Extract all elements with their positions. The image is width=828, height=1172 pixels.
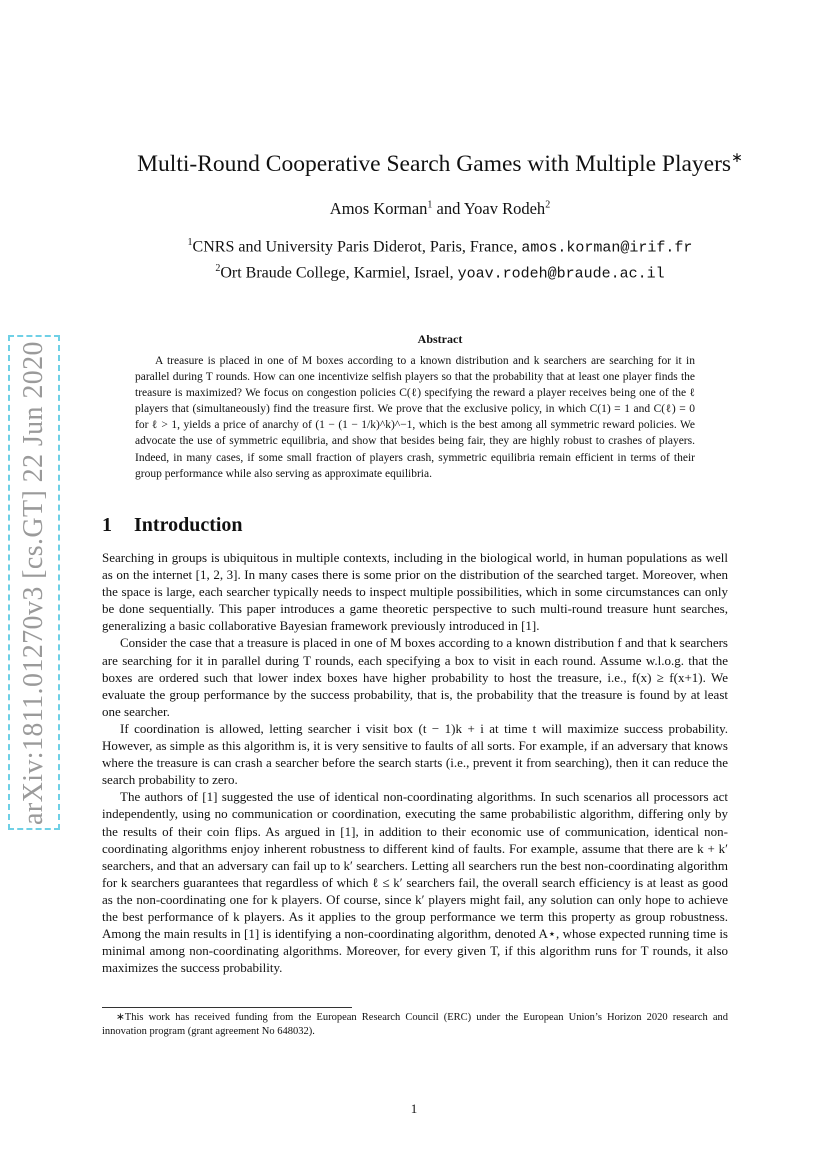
author-affiliation-mark: 2 [545,199,551,211]
affiliations [90,232,790,285]
affiliation-text: Ort Braude College, Karmiel, Israel, [220,264,458,282]
affiliation-line [90,258,790,284]
section-number: 1 [102,514,112,536]
section-title: Introduction [134,514,243,536]
affiliation-mark: 2 [215,263,221,275]
body-paragraph: Searching in groups is ubiquitous in multiple contexts, including in the biological world, in human populations as well as on the internet [1, 2, 3]. In many cases there is some prior on the distribution of the searched target. Moreover, when the space is large, each searcher typically needs to inspect multiple possibilities, which in some circumstances can only be done sequentially. This paper introduces a game theoretic perspective to such multi-round treasure hunt searches, generalizing a basic collaborative Bayesian framework previously introduced in [1]. [102,550,728,634]
footnote-divider [102,1007,352,1008]
body-paragraph: The authors of [1] suggested the use of identical non-coordinating algorithms. In such scenarios all processors act independently, using no communication or coordination, executing the same probabilistic algorithm, differing only by the results of their coin flips. As argued in [1], in addition to their economic use of communication, identical non-coordinating algorithms enjoy inherent robustness to different kind of faults. For example, assume that there are k + k′ searchers, and that an adversary can fail up to k′ searchers. Letting all searchers run the best non-coordinating algorithm for k searchers guarantees that regardless of which ℓ ≤ k′ searchers fail, the overall search efficiency is at least as good as the non-coordinating one for k players. Of course, since k′ players might fail, any solution can only hope to achieve the best performance of k players. As it applies to the group performance we term this property as group robustness. Among the main results in [1] is identifying a non-coordinating algorithm, denoted A⋆, whose expected running time is minimal among non-coordinating algorithms. Moreover, for every given T, if this algorithm runs for T rounds, it also maximizes the success probability. [102,789,728,976]
abstract-text: A treasure is placed in one of M boxes according to a known distribution and k searchers are searching for it in parallel during T rounds. How can one incentivize selfish players so that the probability that at least one player finds the treasure is maximized? We focus on congestion policies C(ℓ) specifying the reward a player receives being one of the ℓ players that (simultaneously) find the treasure first. We prove that the exclusive policy, in which C(1) = 1 and C(ℓ) = 0 for ℓ > 1, yields a price of anarchy of (1 − (1 − 1/k)^k)^−1, which is the best among all symmetric reward policies. We advocate the use of symmetric equilibria, and show that besides being fair, they are highly robust to crashes of players. Indeed, in many cases, if some small fraction of players crash, symmetric equilibria remain efficient in terms of their group performance while also serving as approximate equilibria. [135,355,695,480]
section-heading [102,514,243,537]
author-name: Amos Korman [329,199,428,218]
affiliation-line [90,232,790,258]
author-name: Yoav Rodeh [463,199,546,218]
affiliation-mark: 1 [187,237,193,248]
author-email[interactable]: amos.korman@irif.fr [521,239,693,257]
body-paragraph: Consider the case that a treasure is placed in one of M boxes according to a known distribution f and that k searchers are searching for it in parallel during T rounds, each specifying a box to visit in each round. Assume w.l.o.g. that the boxes are ordered such that lower index boxes have higher probability to host the treasure, i.e., f(x) ≥ f(x+1). We evaluate the group performance by the success probability, that is, the probability that the treasure is found by at least one searcher. [102,635,728,719]
introduction-body [102,549,728,976]
paper-title [90,150,790,178]
affiliation-text: CNRS and University Paris Diderot, Paris, France, [192,238,522,256]
abstract-heading: Abstract [417,332,463,346]
paper-title-text: Multi-Round Cooperative Search Games with Multiple Players [137,151,732,177]
author-list [90,199,790,219]
body-paragraph: If coordination is allowed, letting searcher i visit box (t − 1)k + i at time t will maximize success probability. However, as simple as this algorithm is, it is very sensitive to faults of all sorts. For example, if an adversary that knows where the treasure is can crash a searcher before the search starts (i.e., prevent it from searching), then it can reduce the search probability to zero. [102,720,728,788]
title-footnote-mark: ∗ [731,151,743,167]
arxiv-identifier-stamp[interactable] [8,335,60,830]
arxiv-identifier-text: arXiv:1811.01270v3 [cs.GT] 22 Jun 2020 [18,340,49,825]
author-email[interactable]: yoav.rodeh@braude.ac.il [457,265,665,283]
page-number: 1 [410,1101,418,1116]
author-conjunction: and [432,199,464,218]
footnote-text: ∗This work has received funding from the European Research Council (ERC) under the European Union’s Horizon 2020 research and innovation program (grant agreement No 648032). [102,1012,728,1037]
author-affiliation-mark: 1 [427,199,433,211]
